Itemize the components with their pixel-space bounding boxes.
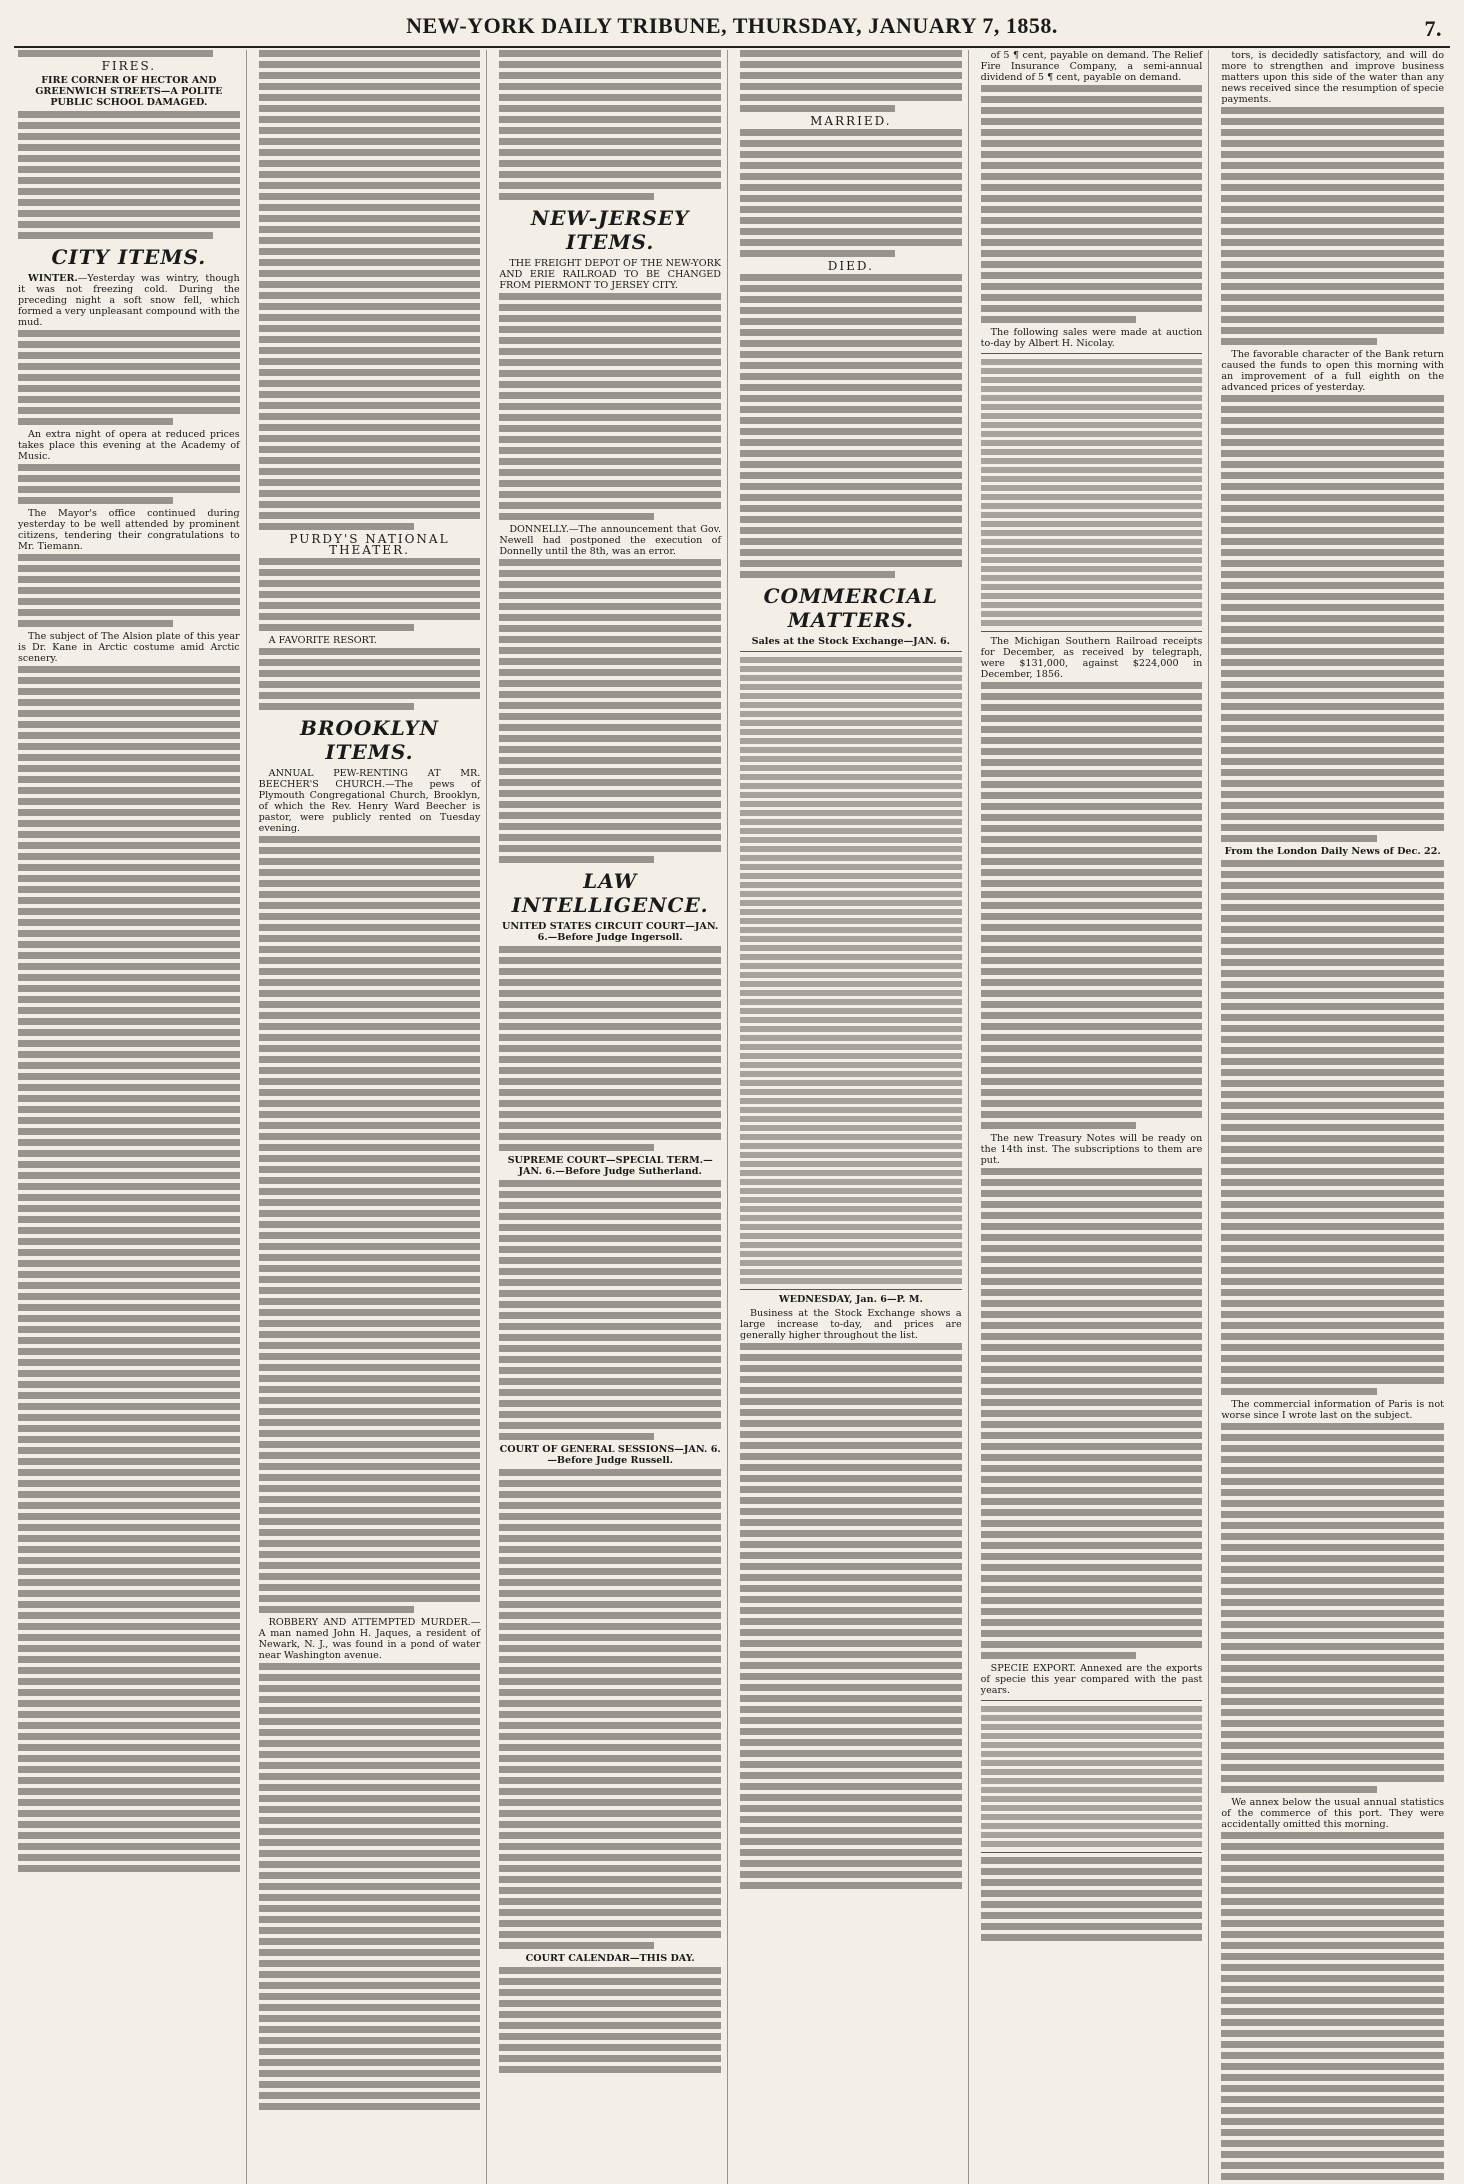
fires-heading: FIRES.	[101, 59, 157, 73]
stock-sales-table	[740, 651, 962, 1290]
brooklyn-items-heading: BROOKLYN ITEMS.	[299, 716, 440, 764]
column-3	[495, 50, 728, 2184]
supreme-court-heading: SUPREME COURT—SPECIAL TERM.—JAN. 6.—Before Judge Sutherland.	[507, 1155, 713, 1177]
auction-table	[981, 353, 1203, 632]
opera-article: An extra night of opera at reduced prices takes place this evening at the Academy of Music.	[18, 429, 240, 462]
law-intelligence-heading: LAW INTELLIGENCE.	[511, 869, 709, 917]
circuit-court-heading: UNITED STATES CIRCUIT COURT—JAN. 6.—Before Judge Ingersoll.	[501, 921, 719, 943]
column-1	[14, 50, 247, 2184]
top-rule	[14, 46, 1450, 48]
paris-article: The commercial information of Paris is not worse since I wrote last on the subject.	[1221, 1399, 1444, 1421]
fire-article	[18, 111, 240, 239]
new-jersey-items-heading: NEW-JERSEY ITEMS.	[530, 206, 690, 254]
alsion-article: The subject of The Alsion plate of this year is Dr. Kane in Arctic costume amid Arctic scenery.	[18, 631, 240, 664]
michigan-article: The Michigan Southern Railroad receipts for December, as received by telegraph, were $131,000, against $224,000 in December, 1856.	[980, 636, 1203, 680]
bank-article: tors, is decidedly satisfactory, and will do more to strengthen and improve business matters upon this side of the water than any news received since the resumption of specie payments.	[1221, 50, 1444, 105]
column-5	[977, 50, 1210, 2184]
treasury-article: The new Treasury Notes will be ready on the 14th inst. The subscriptions to them are put.	[980, 1133, 1203, 1166]
purdy-heading: PURDY'S NATIONAL THEATER.	[289, 532, 450, 557]
mayor-article: The Mayor's office continued during yesterday to be well attended by prominent citizens, tendering their congratulations to Mr. Tiemann.	[18, 508, 240, 552]
dividend-article: of 5 ¶ cent, payable on demand. The Relief Fire Insurance Company, a semi-annual dividend of 5 ¶ cent, payable on demand.	[980, 50, 1203, 83]
fire-subheading: FIRE CORNER OF HECTOR AND GREENWICH STREETS—A POLITE PUBLIC SCHOOL DAMAGED.	[35, 75, 223, 108]
winter-lead: WINTER.	[28, 273, 78, 284]
winter-text: —Yesterday was wintry, though it was not freezing cold. During the preceding night a soft snow fell, which formed a very unpleasant compound with the mud.	[18, 273, 240, 328]
stock-auction-article: The following sales were made at auction to-day by Albert H. Nicolay.	[980, 327, 1203, 349]
london-article: The favorable character of the Bank return caused the funds to open this morning with an improvement of a full eighth on the advanced prices of yesterday.	[1221, 349, 1444, 393]
married-heading: MARRIED.	[810, 114, 892, 128]
favorite-article: A FAVORITE RESORT.	[268, 635, 377, 646]
masthead-title: NEW-YORK DAILY TRIBUNE, THURSDAY, JANUARY 7, 1858.	[406, 13, 1058, 38]
court-calendar-heading: COURT CALENDAR—THIS DAY.	[525, 1953, 695, 1964]
city-items-heading: CITY ITEMS.	[51, 245, 207, 269]
freight-article: THE FREIGHT DEPOT OF THE NEW-YORK AND ERIE RAILROAD TO BE CHANGED FROM PIERMONT TO JERSEY CITY.	[499, 258, 721, 291]
page-number: 7.	[1424, 16, 1442, 41]
customs-article: We annex below the usual annual statistics of the commerce of this port. They were accidentally omitted this morning.	[1221, 1797, 1444, 1830]
column-2	[255, 50, 488, 2184]
donnelly-article: DONNELLY.—The announcement that Gov. Newell had postponed the execution of Donnelly until the 8th, was an error.	[499, 524, 721, 557]
wednesday-heading: WEDNESDAY, Jan. 6—P. M.	[778, 1294, 923, 1305]
specie-article: SPECIE EXPORT. Annexed are the exports of specie this year compared with the past years.	[980, 1663, 1203, 1696]
columns	[14, 50, 1450, 1964]
specie-table	[981, 1700, 1203, 1853]
column-4	[736, 50, 969, 2184]
business-article: Business at the Stock Exchange shows a large increase to-day, and prices are generally higher throughout the list.	[740, 1308, 962, 1341]
robbery-article: ROBBERY AND ATTEMPTED MURDER.—A man named John H. Jaques, a resident of Newark, N. J., was found in a pond of water near Washington avenue.	[258, 1617, 481, 1661]
sessions-court-heading: COURT OF GENERAL SESSIONS—JAN. 6.—Before Judge Russell.	[499, 1444, 721, 1466]
masthead	[0, 8, 1464, 44]
stock-sales-heading: Sales at the Stock Exchange—JAN. 6.	[751, 636, 950, 647]
daily-news-heading: From the London Daily News of Dec. 22.	[1224, 846, 1441, 857]
winter-article	[18, 273, 240, 328]
died-heading: DIED.	[827, 259, 874, 273]
pew-article: ANNUAL PEW-RENTING AT MR. BEECHER'S CHURCH.—The pews of Plymouth Congregational Church, Brooklyn, of which the Rev. Henry Ward Beecher is pastor, were publicly rented on Tuesday evening.	[258, 768, 481, 834]
column-6	[1217, 50, 1450, 2184]
commercial-matters-heading: COMMERCIAL MATTERS.	[763, 584, 938, 632]
